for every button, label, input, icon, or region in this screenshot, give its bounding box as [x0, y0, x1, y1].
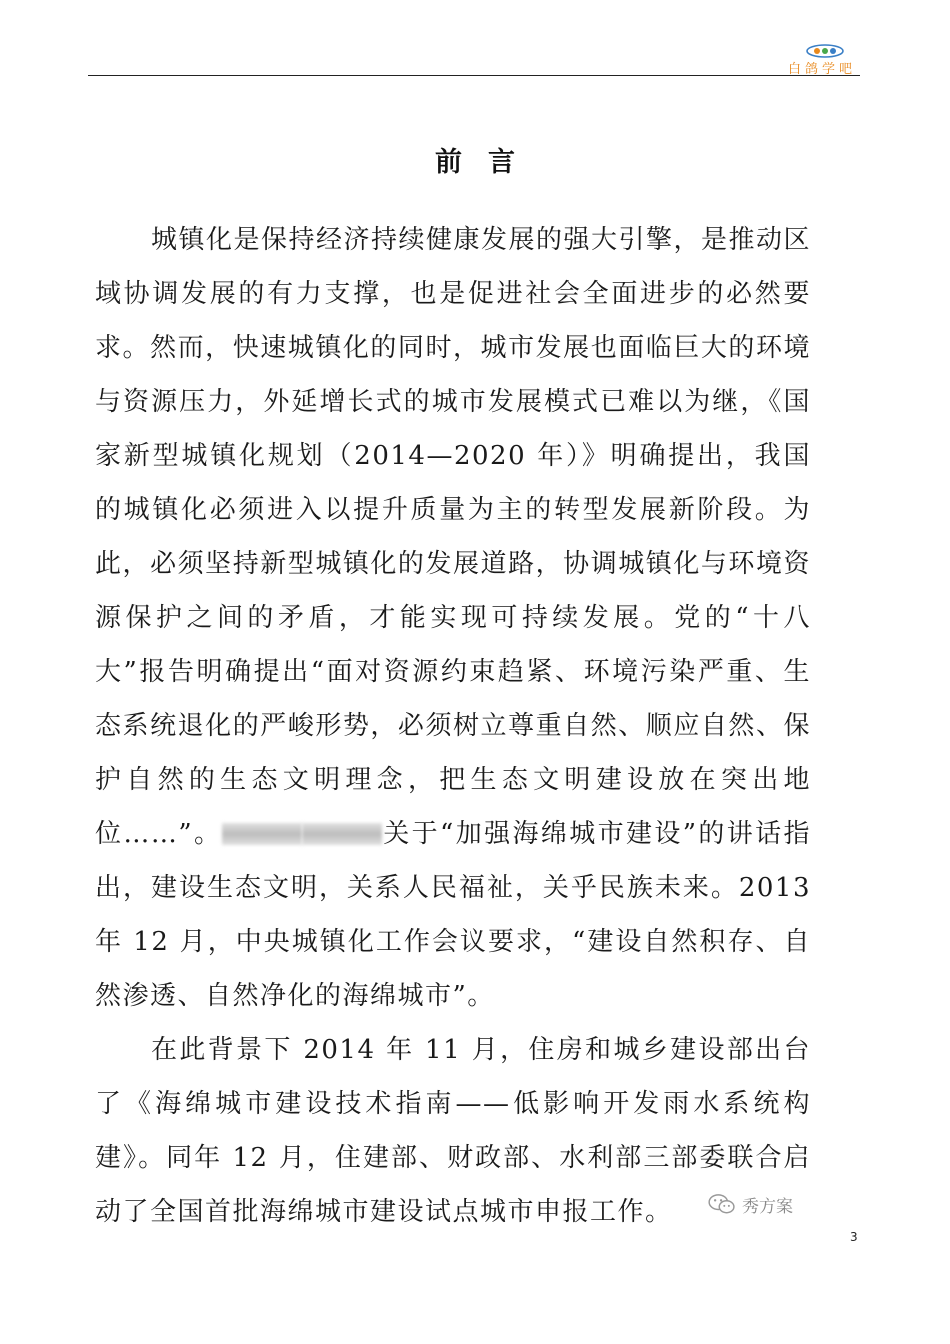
- redacted-block: [302, 823, 382, 845]
- body-text: [95, 213, 811, 1239]
- watermark-text: 秀方案: [742, 1196, 793, 1217]
- header-logo: [782, 44, 862, 76]
- page-title: 前言: [435, 147, 541, 178]
- wechat-icon: [708, 1193, 736, 1215]
- watermark: [708, 1190, 793, 1218]
- logo-mark-icon: [806, 44, 844, 58]
- redacted-block: [222, 823, 302, 845]
- logo-text: 白鸽学吧: [787, 62, 856, 77]
- paragraph-1-part-2: 关于“加强海绵城市建设”的讲话指出，建设生态文明，关系人民福祉，关乎民族未来。2013 年 12 月，中央城镇化工作会议要求，“建设自然积存、自然渗透、自然净化的海绵城市”。: [95, 819, 811, 1011]
- page-number: 3: [850, 1230, 858, 1244]
- header-rule: [88, 75, 860, 76]
- paragraph-1-part-1: 城镇化是保持经济持续健康发展的强大引擎，是推动区域协调发展的有力支撑，也是促进社会全面进步的必然要求。然而，快速城镇化的同时，城市发展也面临巨大的环境与资源压力，外延增长式的城市发展模式已难以为继，《国家新型城镇化规划（2014—2020 年）》明确提出，我国的城镇化必须进入以提升质量为主的转型发展新阶段。为此，必须坚持新型城镇化的发展道路，协调城镇化与环境资源保护之间的矛盾，才能实现可持续发展。党的“十八大”报告明确提出“面对资源约束趋紧、环境污染严重、生态系统退化的严峻形势，必须树立尊重自然、顺应自然、保护自然的生态文明理念，把生态文明建设放在突出地位……”。: [95, 225, 812, 849]
- paragraph-1: [95, 213, 811, 1023]
- paragraph-2: 在此背景下 2014 年 11 月，住房和城乡建设部出台了《海绵城市建设技术指南——低影响开发雨水系统构建》。同年 12 月，住建部、财政部、水利部三部委联合启动了全国首批海绵城市建设试点城市申报工作。: [95, 1035, 811, 1227]
